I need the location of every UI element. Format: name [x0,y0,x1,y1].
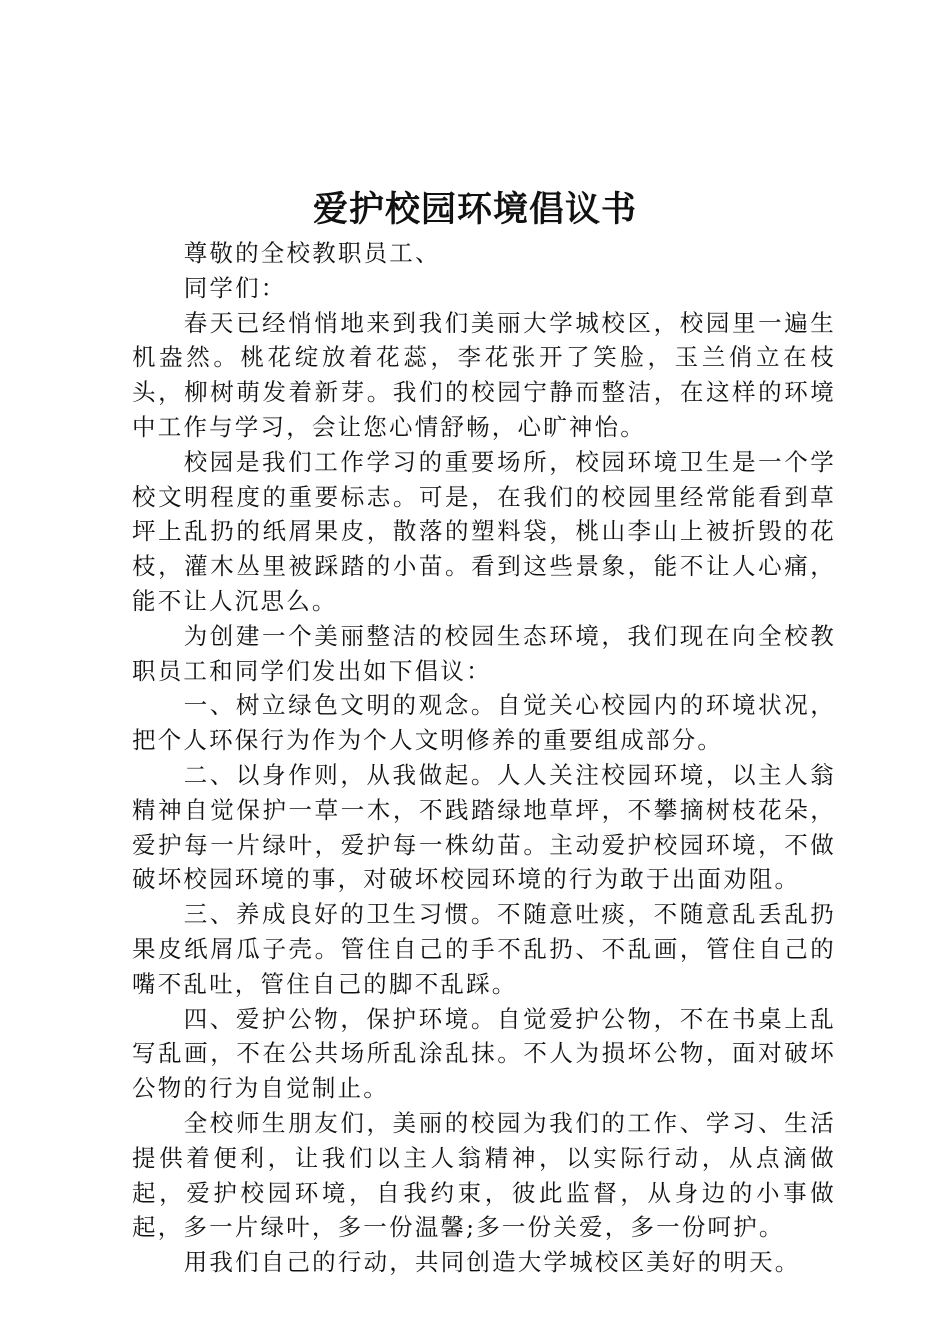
document-body [132,236,836,1280]
proposal-item-2: 二、以身作则，从我做起。人人关注校园环境，以主人翁精神自觉保护一草一木，不践踏绿地草坪，不攀摘树枝花朵，爱护每一片绿叶，爱护每一株幼苗。主动爱护校园环境，不做破坏校园环境的事，对破坏校园环境的行为敢于出面劝阻。 [132,760,836,894]
body-paragraph: 校园是我们工作学习的重要场所，校园环境卫生是一个学校文明程度的重要标志。可是，在我们的校园里经常能看到草坪上乱扔的纸屑果皮，散落的塑料袋，桃山李山上被折毁的花枝，灌木丛里被踩踏的小苗。看到这些景象，能不让人心痛，能不让人沉思么。 [132,447,836,615]
salutation-line: 尊敬的全校教职员工、 [183,239,441,267]
body-paragraph: 春天已经悄悄地来到我们美丽大学城校区，校园里一遍生机盎然。桃花绽放着花蕊，李花张开了笑脸，玉兰俏立在枝头，柳树萌发着新芽。我们的校园宁静而整洁，在这样的环境中工作与学习，会让您心情舒畅，心旷神怡。 [132,308,836,441]
proposal-item-4: 四、爱护公物，保护环境。自觉爱护公物，不在书桌上乱写乱画，不在公共场所乱涂乱抹。不人为损坏公物，面对破坏公物的行为自觉制止。 [132,1004,836,1103]
document-title: 爱护校园环境倡议书 [312,189,637,230]
proposal-item-3: 三、养成良好的卫生习惯。不随意吐痰，不随意乱丢乱扔果皮纸屑瓜子壳。管住自己的手不乱扔、不乱画，管住自己的嘴不乱吐，管住自己的脚不乱踩。 [132,900,836,998]
proposal-item-1: 一、树立绿色文明的观念。自觉关心校园内的环境状况，把个人环保行为作为个人文明修养的重要组成部分。 [132,691,836,755]
body-paragraph: 全校师生朋友们，美丽的校园为我们的工作、学习、生活提供着便利，让我们以主人翁精神，以实际行动，从点滴做起，爱护校园环境，自我约束，彼此监督，从身边的小事做起，多一片绿叶，多一份温馨;多一份关爱，多一份呵护。 [132,1108,836,1242]
closing-paragraph: 用我们自己的行动，共同创造大学城校区美好的明天。 [183,1248,801,1277]
salutation-line: 同学们： [183,273,287,302]
body-paragraph: 为创建一个美丽整洁的校园生态环境，我们现在向全校教职员工和同学们发出如下倡议： [132,621,836,685]
